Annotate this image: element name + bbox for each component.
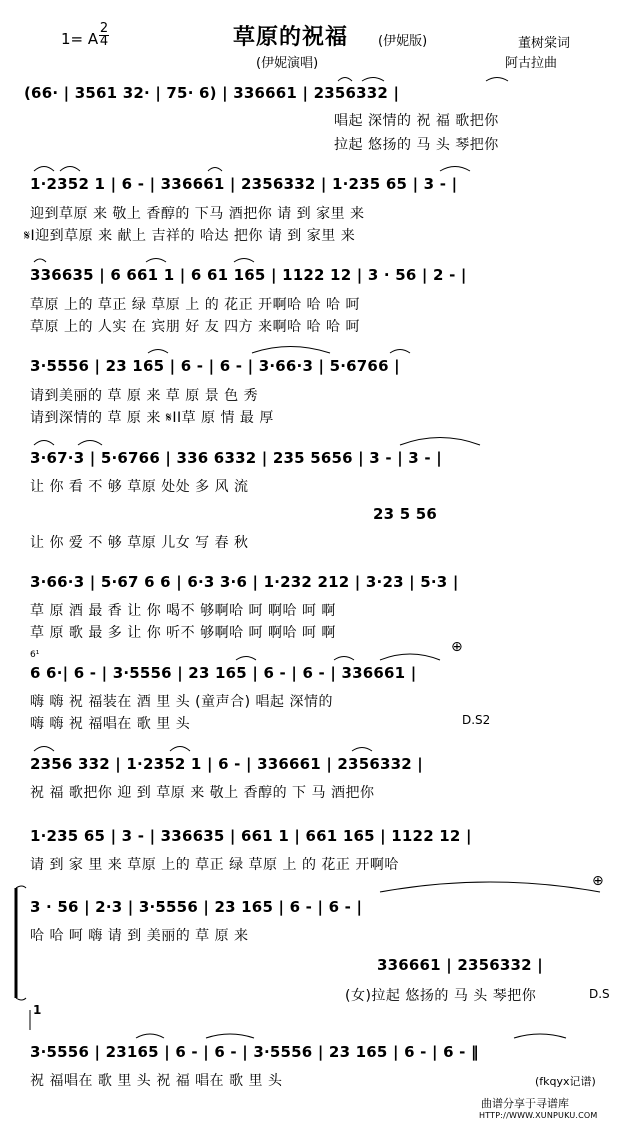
time-signature-top: 2 [99,21,109,36]
lyric-row-6b: 草 原 歌 最 多 让 你 听不 够啊哈 呵 啊哈 呵 啊 [30,625,336,641]
lyric-row-3b: 草原 上的 人实 在 宾朋 好 友 四方 来啊哈 哈 哈 呵 [30,319,360,335]
source-note: (fkqyx记谱) [535,1075,596,1088]
repeat-bracket-bottom [16,998,26,1000]
tie-mark [60,167,80,172]
version-note: (伊妮版) [378,34,428,49]
notation-row-7: 6 6·| 6 - | 3·5556 | 23 165 | 6 - | 6 - | 336661 | [30,664,417,682]
tie-mark [148,350,168,354]
volta-number: 1 [33,1003,42,1017]
notation-row-5: 3·67·3 | 5·6766 | 336 6332 | 235 5656 | 3 - | 3 - | [30,449,442,467]
tie-mark [170,747,190,752]
lyric-row-3a: 草原 上的 草正 绿 草原 上 的 花正 开啊哈 哈 哈 呵 [30,297,360,313]
tie-mark [514,1034,566,1038]
lyric-row-9: 请 到 家 里 来 草原 上的 草正 绿 草原 上 的 花正 开啊哈 [30,857,399,873]
notation-row-6: 3·66·3 | 5·67 6 6 | 6·3 3·6 | 1·232 212 | 3·23 | 5·3 | [30,573,459,591]
lyric-row-6a: 草 原 酒 最 香 让 你 喝不 够啊哈 呵 啊哈 呵 啊 [30,603,336,619]
ds2-mark: D.S2 [462,713,491,727]
notation-row-4: 3·5556 | 23 165 | 6 - | 6 - | 3·66·3 | 5·6766 | [30,357,400,375]
performer: (伊妮演唱) [256,56,319,71]
notation-row-1: (66· | 3561 32· | 75· 6) | 336661 | 2356332 | [24,84,400,102]
lyricist: 董树棠词 [518,36,571,51]
notation-row-10-alt: 336661 | 2356332 | [377,956,543,974]
lyric-row-5b: 让 你 爱 不 够 草原 儿女 写 春 秋 [30,535,249,551]
notation-row-2: 1·2352 1 | 6 - | 336661 | 2356332 | 1·235 65 | 3 - | [30,175,458,193]
watermark-url: HTTP://WWW.XUNPUKU.COM [479,1111,598,1120]
lyric-row-10-alt: (女)拉起 悠扬的 马 头 琴把你 [345,988,537,1004]
time-signature-bottom: 4 [99,34,109,49]
tie-mark [362,78,384,82]
composer: 阿古拉曲 [505,56,558,71]
lyric-row-1a: 唱起 深情的 祝 福 歌把你 [334,113,499,129]
watermark-site: 曲谱分享于寻谱库 [481,1097,569,1110]
tie-mark [352,748,372,752]
tie-mark [236,657,256,661]
notation-row-11: 3·5556 | 23165 | 6 - | 6 - | 3·5556 | 23 165 | 6 - | 6 - ‖ [30,1043,479,1061]
repeat-bracket-top [16,886,26,888]
tie-mark [440,167,470,172]
tie-mark [136,1034,164,1038]
tie-mark [34,747,54,752]
tie-mark [206,1034,254,1038]
grace-note: 6¹ [30,650,40,660]
lyric-row-2b: 𝄋I迎到草原 来 献上 吉祥的 哈达 把你 请 到 家里 来 [24,228,356,244]
notation-row-3: 336635 | 6 661 1 | 6 61 165 | 1122 12 | 3 · 56 | 2 - | [30,266,467,284]
lyric-row-10: 哈 哈 呵 嗨 请 到 美丽的 草 原 来 [30,928,249,944]
tie-mark [34,441,54,446]
lyric-row-7b: 嗨 嗨 祝 福唱在 歌 里 头 [30,716,191,732]
tie-mark [338,78,352,82]
tie-mark [34,259,46,262]
lyric-row-4a: 请到美丽的 草 原 来 草 原 景 色 秀 [30,388,259,404]
tie-mark [208,168,222,172]
tie-mark [78,441,102,446]
tie-mark [380,654,440,660]
lyric-row-1b: 拉起 悠扬的 马 头 琴把你 [334,137,499,153]
lyric-row-2a: 迎到草原 来 敬上 香醇的 下马 酒把你 请 到 家里 来 [30,206,365,222]
tie-mark [252,347,330,354]
tie-mark [146,259,166,263]
lyric-row-8: 祝 福 歌把你 迎 到 草原 来 敬上 香醇的 下 马 酒把你 [30,785,375,801]
coda-sign-2: ⊕ [592,873,604,889]
tie-mark [486,78,508,82]
lyric-row-5a: 让 你 看 不 够 草原 处处 多 风 流 [30,479,249,495]
coda-sign-1: ⊕ [451,639,463,655]
tie-mark [390,350,410,354]
notation-row-9: 1·235 65 | 3 - | 336635 | 661 1 | 661 165 | 1122 12 | [30,827,472,845]
key-signature: 1= A [61,30,99,48]
notation-row-10: 3 · 56 | 2·3 | 3·5556 | 23 165 | 6 - | 6 - | [30,898,363,916]
notation-row-8: 2356 332 | 1·2352 1 | 6 - | 336661 | 2356332 | [30,755,423,773]
lyric-row-4b: 请到深情的 草 原 来 𝄋II草 原 情 最 厚 [30,410,274,426]
tie-mark [234,259,254,263]
ds-mark: D.S [589,987,610,1001]
song-title: 草原的祝福 [233,25,349,50]
notation-row-5-alt: 23 5 56 [373,505,438,523]
lyric-row-11: 祝 福唱在 歌 里 头 祝 福 唱在 歌 里 头 [30,1073,283,1089]
tie-mark [380,882,600,892]
lyric-row-7a: 嗨 嗨 祝 福装在 酒 里 头 (童声合) 唱起 深情的 [30,694,333,710]
tie-mark [334,657,354,661]
tie-mark [400,438,480,446]
tie-mark [34,167,54,172]
